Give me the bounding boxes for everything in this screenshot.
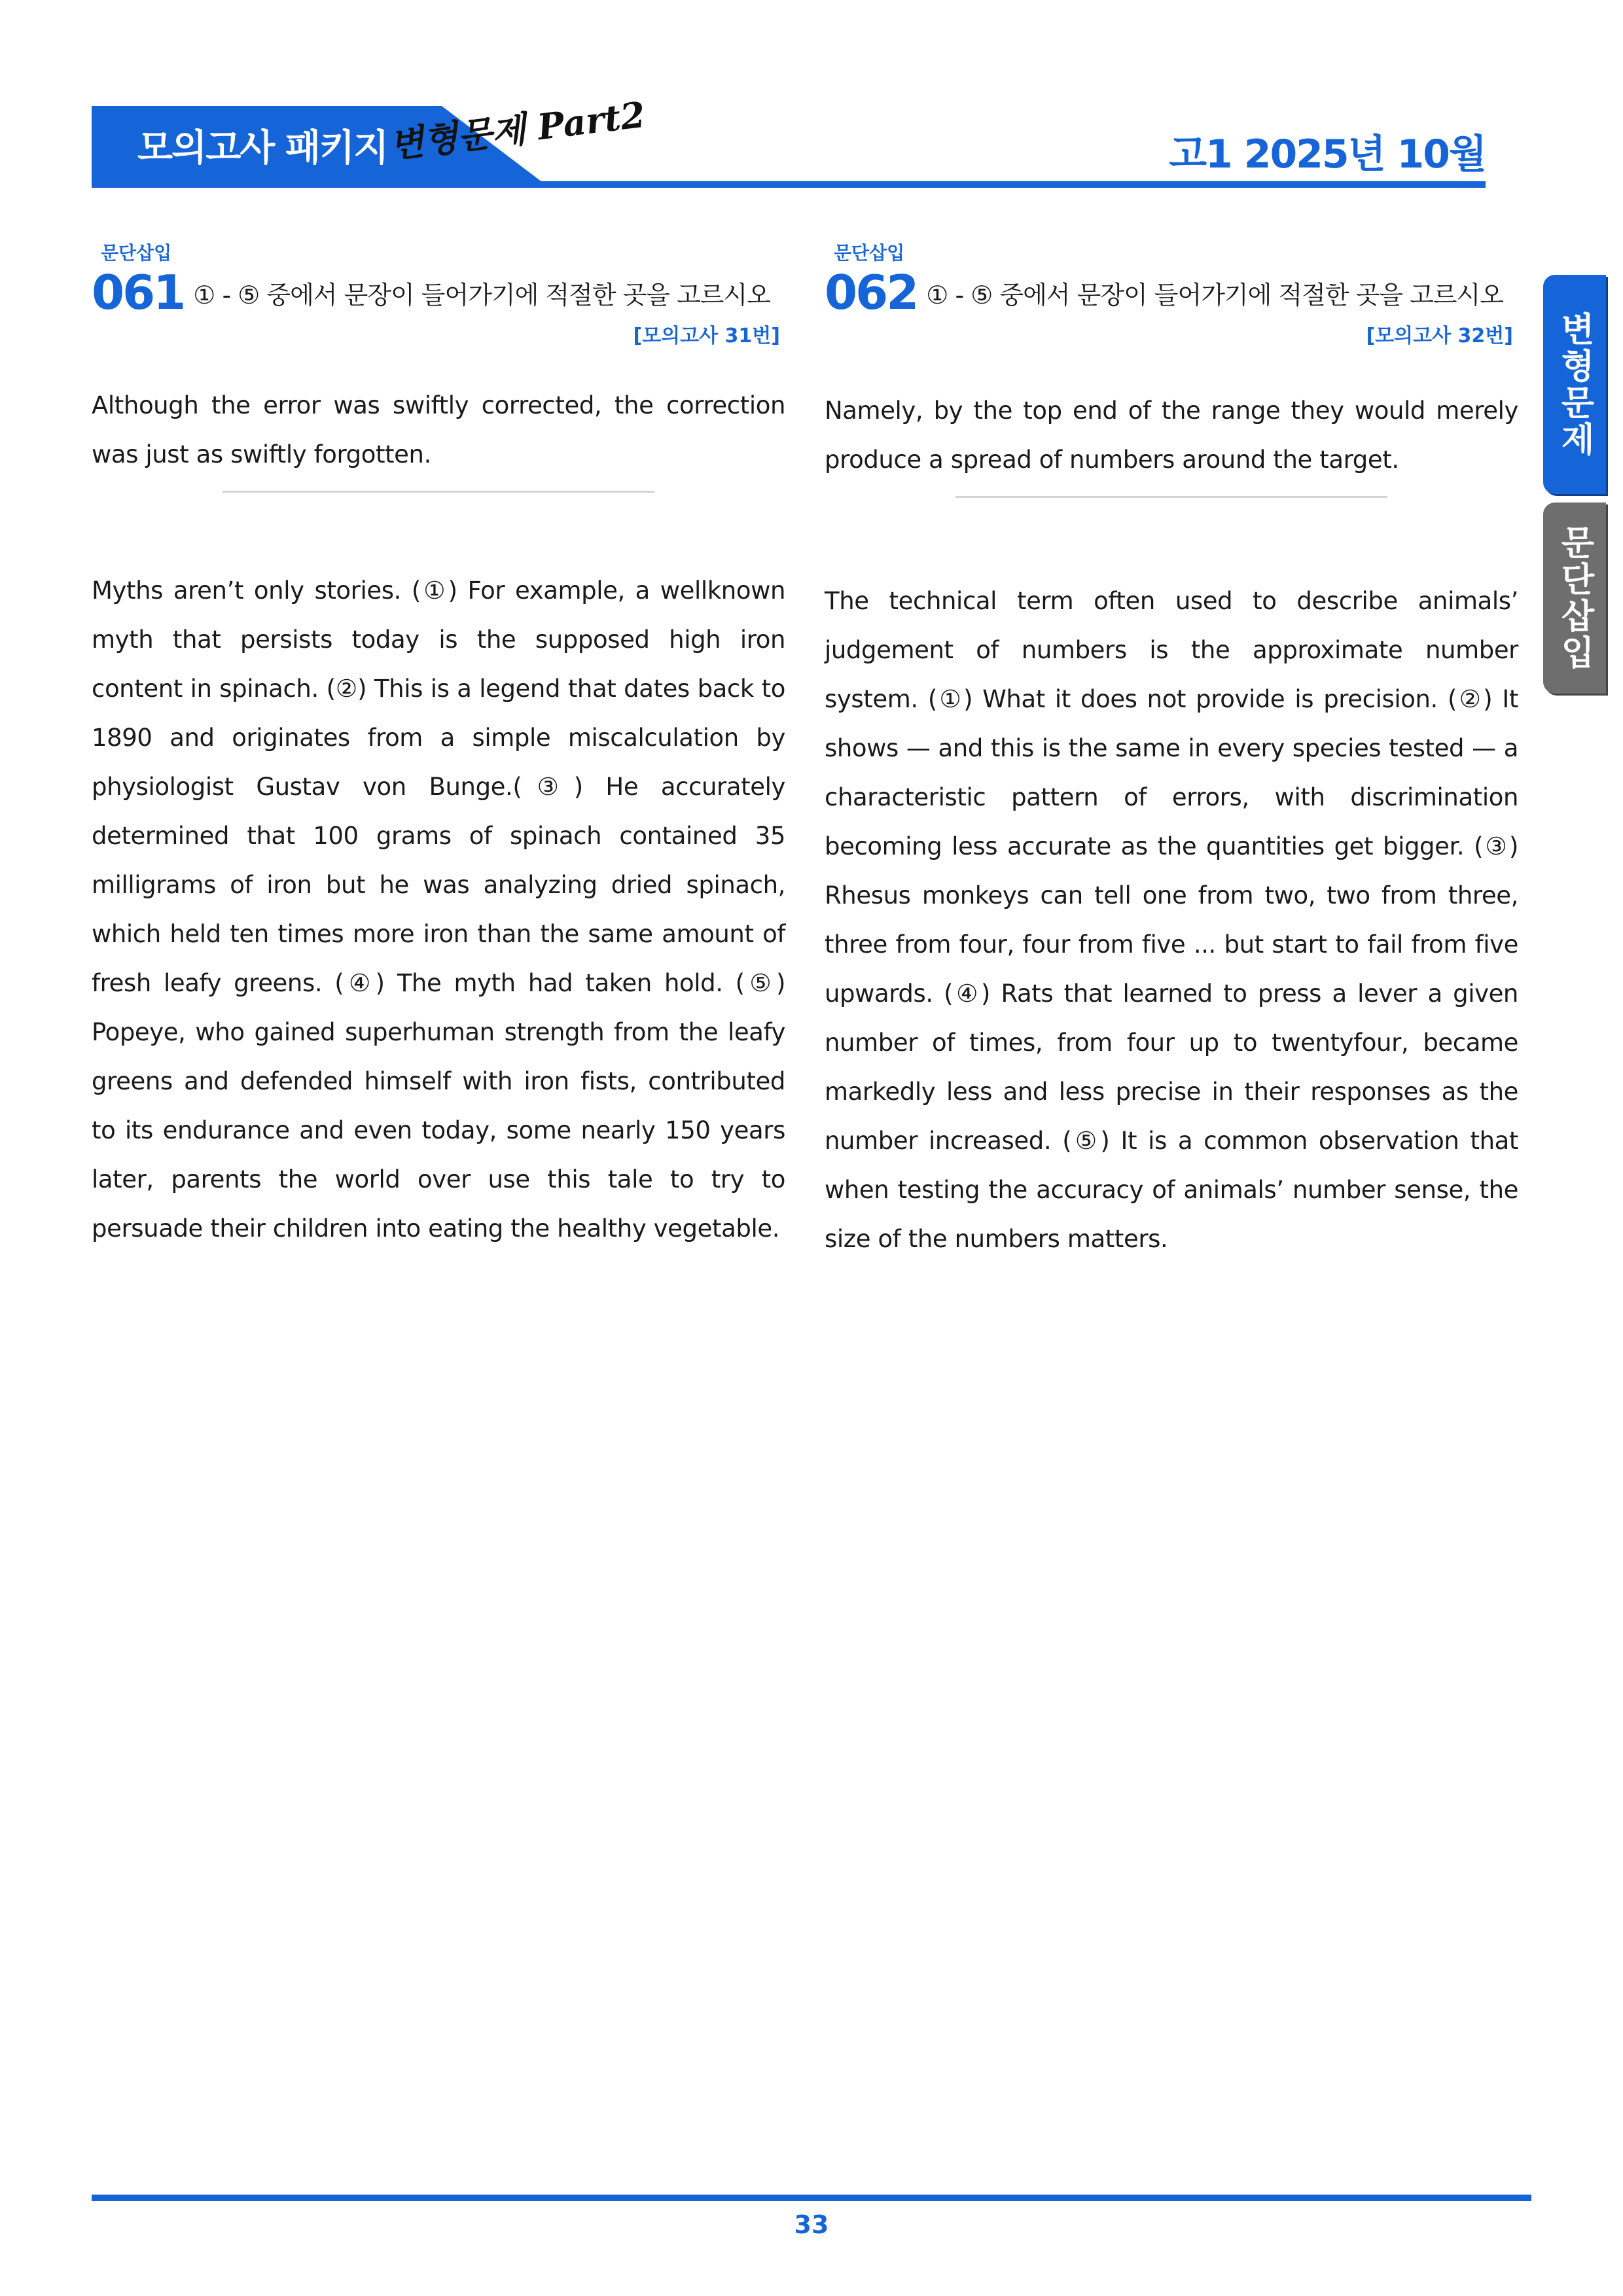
question-source: [모의고사 31번] bbox=[633, 325, 780, 347]
header-divider bbox=[92, 181, 1486, 188]
question-source: [모의고사 32번] bbox=[1366, 325, 1513, 347]
given-sentence: Although the error was swiftly corrected, the correction was just as swiftly forgotten. bbox=[92, 391, 785, 468]
question-passage: The technical term often used to describe animals’ judgement of numbers is the approximate number system. (①) What it does not provide is precision. (②) It shows — and this is the same in every species tested — a characteristic pattern of errors, with discrimination becoming less accurate as the quantities get bigger. (③) Rhesus monkeys can tell one from two, two from three, three from four, four from five ... but start to fail from five upwards. (④) Rats that learned to press a lever a given number of times, from four up to twentyfour, became markedly less and less precise in their responses as the number increased. (⑤) It is a common observation that when testing the accuracy of animals’ number sense, the size of the numbers matters. bbox=[825, 587, 1518, 1253]
question-header bbox=[92, 267, 785, 318]
header-title: 모의고사 패키지 bbox=[137, 127, 388, 169]
side-tab-variant[interactable]: 변형문제 bbox=[1543, 275, 1606, 494]
header-subtitle: 변형문제 Part2 bbox=[387, 93, 648, 167]
question-category: 문단삽입 bbox=[101, 242, 172, 264]
footer-divider bbox=[92, 2195, 1531, 2201]
side-tab-paragraph-insert[interactable]: 문단삽입 bbox=[1543, 503, 1606, 694]
question-instruction: ① - ⑤ 중에서 문장이 들어가기에 적절한 곳을 고르시오 bbox=[193, 280, 770, 309]
answer-divider bbox=[223, 491, 654, 493]
given-sentence: Namely, by the top end of the range they would merely produce a spread of numbers around the target. bbox=[825, 397, 1518, 474]
question-category: 문단삽입 bbox=[834, 242, 905, 264]
header-grade-date: 고1 2025년 10월 bbox=[1169, 132, 1486, 177]
question-passage: Myths aren’t only stories. (①) For example, a wellknown myth that persists today is the supposed high iron content in spinach. (②) This is a legend that dates back to 1890 and originates from a simple miscalculation by physiologist Gustav von Bunge.(③) He accurately determined that 100 grams of spinach contained 35 milligrams of iron but he was analyzing dried spinach, which held ten times more iron than the same amount of fresh leafy greens. (④) The myth had taken hold. (⑤) Popeye, who gained superhuman strength from the leafy greens and defended himself with iron fists, contributed to its endurance and even today, some nearly 150 years later, parents the world over use this tale to try to persuade their children into eating the healthy vegetable. bbox=[92, 576, 785, 1243]
question-header bbox=[825, 267, 1518, 318]
question-061 bbox=[92, 242, 785, 1253]
page-number: 33 bbox=[794, 2210, 829, 2239]
question-062 bbox=[825, 242, 1518, 1263]
question-number: 061 bbox=[92, 265, 185, 320]
question-instruction: ① - ⑤ 중에서 문장이 들어가기에 적절한 곳을 고르시오 bbox=[926, 280, 1503, 309]
answer-divider bbox=[955, 496, 1387, 498]
question-number: 062 bbox=[825, 265, 918, 320]
